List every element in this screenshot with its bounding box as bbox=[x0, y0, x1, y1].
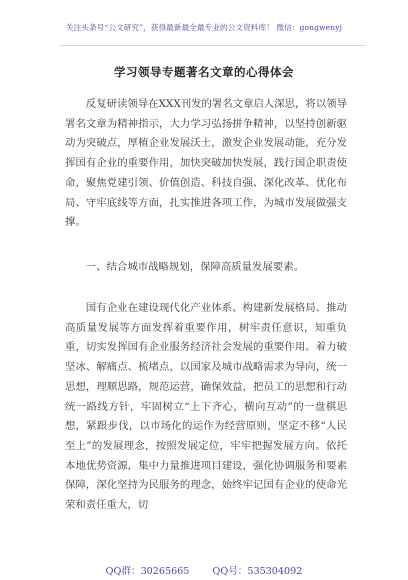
footer-qq-group: QQ群：30265665 bbox=[105, 566, 190, 577]
header-promo-note: 关注头条号“公文研究”，获得最新最全最专业的公文资料库！ 微信：gongwenyj bbox=[65, 23, 343, 32]
document-title: 学习领导专题著名文章的心得体会 bbox=[114, 65, 294, 79]
footer-contact bbox=[0, 563, 408, 577]
paragraph-section-1: 国有企业在建设现代化产业体系、构建新发展格局、推动高质量发展等方面发挥着重要作用，树牢责任意识，知重负重，切实发挥国有企业服务经济社会发展的重要作用。着力破坚冰、解痛点、梳堵点，以国家及城市战略需求为导向，统一思想，理顺思路，规范运营，确保效益，把员工的思想和行动统一路线方针，牢固树立“上下齐心，横向互动”的一盘棋思想，紧跟步伐，以市场化的运作为经营原则，坚定不移“人民至上”的发展理念，按照发展定位，牢牢把握发展方向。依托本地优势资源，集中力量推进项目建设，强化协调服务和要素保障，深化坚持为民服务的理念，始终牢记国有企业的使命光荣和责任重大，切 bbox=[65, 302, 347, 512]
paragraph-intro: 反复研读领导在XXX刊发的署名文章启人深思，将以领导署名文章为精神指示，大力学习弘扬拼争精神，以坚持创新驱动为突破点，厚植企业发展沃土，激发企业发展动能，充分发挥国有企业的重要作用，加快突破加快发展，践行国企职责使命，聚焦党建引领、价值创造、科技自强、深化改革、优化布局、守牢底线等方面，扎实推进各项工作，为城市发展做强支撑。 bbox=[65, 98, 347, 229]
header-divider bbox=[60, 45, 366, 46]
footer-qq-number: QQ号：535304092 bbox=[212, 566, 303, 577]
section-heading-1: 一、结合城市战略规划，保障高质量发展要素。 bbox=[85, 261, 304, 273]
